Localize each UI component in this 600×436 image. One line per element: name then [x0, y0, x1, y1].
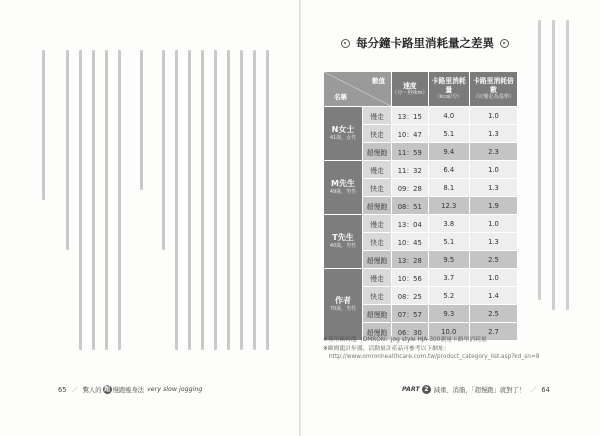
ratio-cell: 2.5	[470, 305, 517, 322]
ratio-cell: 2.3	[470, 143, 517, 160]
person-cell	[324, 161, 362, 214]
kcal-cell: 5.1	[429, 233, 469, 250]
kcal-cell: 3.8	[429, 215, 469, 232]
speed-cell: 06：30	[392, 323, 428, 340]
mode-cell: 超慢跑	[363, 251, 391, 268]
speed-cell: 08：25	[392, 287, 428, 304]
kcal-cell: 9.4	[429, 143, 469, 160]
table-row	[324, 161, 517, 178]
speed-cell: 10：45	[392, 233, 428, 250]
speed-cell: 10：47	[392, 125, 428, 142]
person-name: M先生	[331, 179, 355, 189]
speed-cell: 13：28	[392, 251, 428, 268]
mode-cell: 超慢跑	[363, 143, 391, 160]
mode-cell: 超慢跑	[363, 305, 391, 322]
calorie-comparison-table	[323, 71, 518, 341]
kcal-cell: 5.2	[429, 287, 469, 304]
part-number-badge: 2	[422, 385, 431, 394]
ratio-cell: 1.3	[470, 179, 517, 196]
left-page-footer	[58, 385, 202, 394]
ratio-cell: 1.0	[470, 269, 517, 286]
speed-cell: 13：04	[392, 215, 428, 232]
book-title-badge: 超	[104, 386, 111, 393]
book-title-part-a: 驚人的	[82, 387, 102, 394]
header-kcal-unit: （kcal/分）	[434, 94, 463, 101]
corner-label-value: 數值	[372, 77, 385, 85]
mode-cell: 慢走	[363, 269, 391, 286]
book-gutter	[299, 0, 301, 436]
speed-cell: 11：32	[392, 161, 428, 178]
speed-cell: 13：15	[392, 107, 428, 124]
person-description: 49歲，男性	[329, 189, 357, 196]
footer-divider: ／	[530, 387, 537, 394]
speed-cell: 08：51	[392, 197, 428, 214]
book-title-part-b: 慢跑瘦身法	[112, 387, 145, 394]
corner-label-name: 名稱	[334, 92, 347, 101]
part-label: PART	[402, 386, 420, 393]
corner-header-cell	[324, 72, 391, 106]
mode-cell: 慢走	[363, 107, 391, 124]
bullet-circle-icon	[341, 39, 350, 48]
header-ratio-unit: （以慢走為基準）	[472, 94, 515, 101]
ratio-cell: 1.4	[470, 287, 517, 304]
person-name: T先生	[332, 233, 354, 243]
note-device: ※使用歐姆龍（OMRON）Jog style HJA-300測量卡路里消耗量	[323, 337, 487, 343]
kcal-cell: 6.4	[429, 161, 469, 178]
kcal-cell: 5.1	[429, 125, 469, 142]
ratio-cell: 1.0	[470, 107, 517, 124]
bullet-circle-icon	[500, 39, 509, 48]
speed-cell: 11：59	[392, 143, 428, 160]
table-title-text: 每分鐘卡路里消耗量之差異	[356, 36, 494, 50]
footer-divider: ／	[71, 387, 78, 394]
kcal-cell: 9.3	[429, 305, 469, 322]
header-kcal-label: 卡路里消耗量	[431, 77, 466, 94]
speed-cell: 09：28	[392, 179, 428, 196]
ratio-cell: 1.0	[470, 215, 517, 232]
table-header-row	[324, 72, 517, 106]
person-cell	[324, 107, 362, 160]
mode-cell: 慢走	[363, 215, 391, 232]
mode-cell: 快走	[363, 179, 391, 196]
mode-cell: 超慢跑	[363, 323, 391, 340]
speed-cell: 07：57	[392, 305, 428, 322]
person-name: N女士	[331, 125, 355, 135]
kcal-cell: 4.0	[429, 107, 469, 124]
header-ratio-label: 卡路里消耗倍數	[473, 77, 514, 94]
kcal-cell: 8.1	[429, 179, 469, 196]
header-speed-label: 速度	[402, 81, 417, 90]
mode-cell: 慢走	[363, 161, 391, 178]
table-row	[324, 215, 517, 232]
mode-cell: 超慢跑	[363, 197, 391, 214]
header-speed	[392, 72, 428, 106]
kcal-cell: 12.3	[429, 197, 469, 214]
ratio-cell: 1.3	[470, 125, 517, 142]
table-title	[336, 34, 514, 52]
note-url: http://www.omronhealthcare.com.tw/product_category_list.asp?kd_sn=8	[329, 354, 540, 361]
header-speed-unit: （分・秒/km）	[392, 89, 428, 96]
header-kcal	[429, 72, 469, 106]
page-number: 64	[541, 385, 550, 394]
mode-cell: 快走	[363, 233, 391, 250]
book-title-english: very slow jogging	[147, 386, 203, 393]
ratio-cell: 1.3	[470, 233, 517, 250]
person-description: 41歲，女性	[329, 135, 357, 142]
chapter-title: 減重、消脂，「超慢跑」就對了！	[433, 387, 526, 394]
person-name: 作者	[335, 296, 351, 306]
ratio-cell: 2.7	[470, 323, 517, 340]
person-description: 40歲，男性	[329, 243, 357, 250]
right-page-footer	[402, 385, 550, 394]
person-cell	[324, 269, 362, 340]
mode-cell: 快走	[363, 125, 391, 142]
header-ratio	[470, 72, 517, 106]
ratio-cell: 2.5	[470, 251, 517, 268]
person-description: 70歲，男性	[329, 306, 357, 313]
note-reference: ※歐姆龍計步器、活動量計產品可參考以下網址：	[323, 345, 450, 352]
page-number: 65	[58, 385, 67, 394]
speed-cell: 10：56	[392, 269, 428, 286]
kcal-cell: 9.5	[429, 251, 469, 268]
table-row	[324, 269, 517, 286]
kcal-cell: 3.7	[429, 269, 469, 286]
ratio-cell: 1.0	[470, 161, 517, 178]
table-notes	[323, 336, 538, 362]
table-row	[324, 107, 517, 124]
person-cell	[324, 215, 362, 268]
kcal-cell: 10.0	[429, 323, 469, 340]
ratio-cell: 1.9	[470, 197, 517, 214]
mode-cell: 快走	[363, 287, 391, 304]
